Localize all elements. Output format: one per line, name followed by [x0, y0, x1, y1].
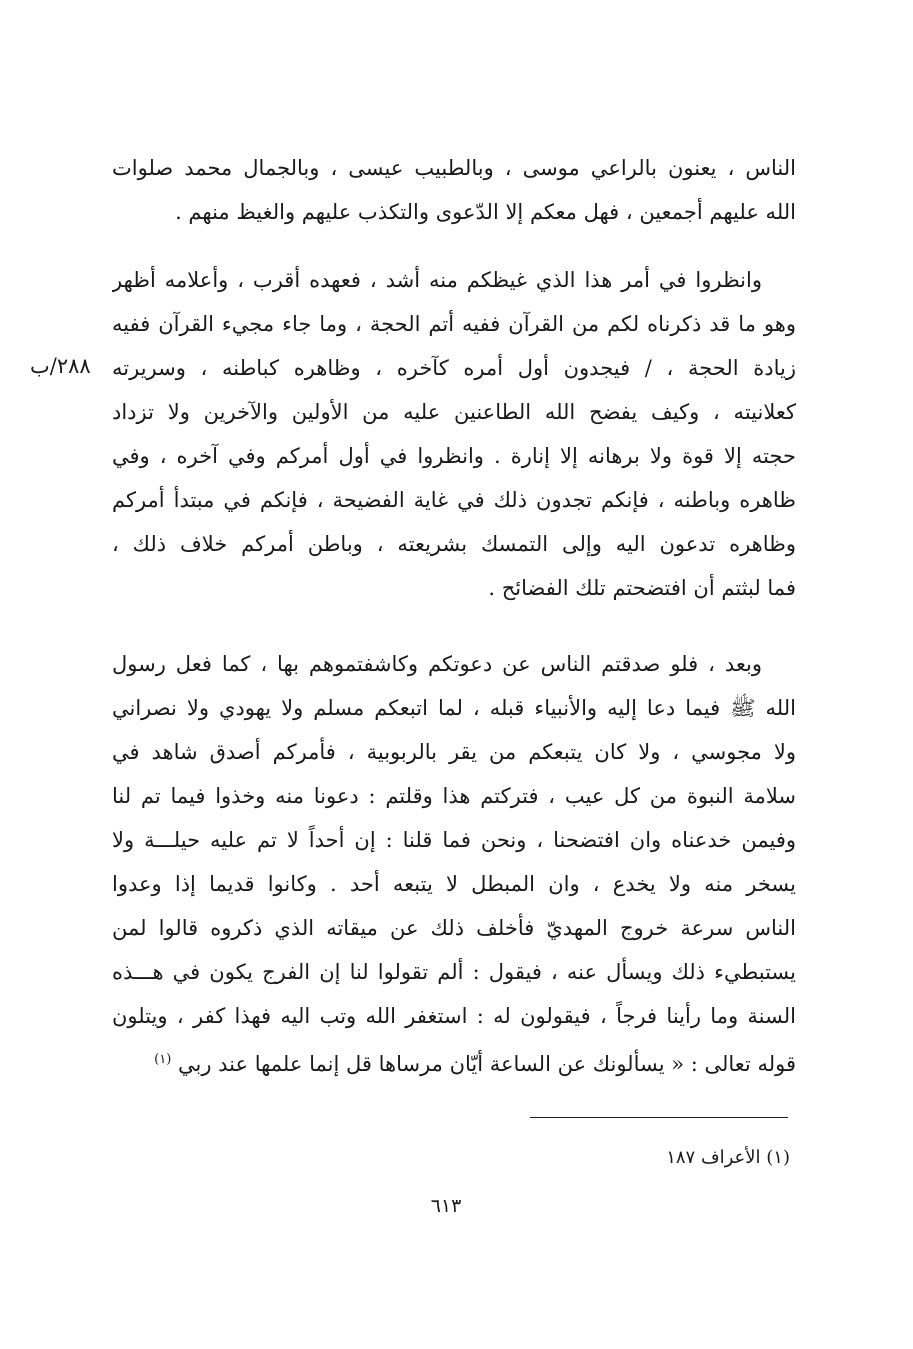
- footnote-reference: (١): [154, 1052, 172, 1067]
- footnote-separator: [530, 1117, 788, 1118]
- paragraph-3: [112, 642, 796, 1082]
- footnote: (١) الأعراف ١٨٧: [666, 1147, 790, 1168]
- paragraph-2: [112, 258, 796, 610]
- text-line: زيادة الحجة ، / فيجدون أول أمره كآخره ، وظاهره كباطنه ، وسريرته: [112, 356, 796, 380]
- text-line: السنة وما رأينا فرجاً ، فيقولون له : استغفر الله وتب اليه فهذا كفر ، ويتلون: [112, 1004, 796, 1028]
- text-line-content: قوله تعالى : « يسألونك عن الساعة أيّان مرساها قل إنما علمها عند ربي: [177, 1052, 796, 1076]
- text-line: الله ﷺ فيما دعا إليه والأنبياء قبله ، لما اتبعكم مسلم ولا يهودي ولا نصراني: [112, 696, 796, 720]
- text-line: الله عليهم أجمعين ، فهل معكم إلا الدّعوى والتكذب عليهم والغيظ منهم .: [175, 200, 796, 224]
- page-number: ٦١٣: [430, 1195, 462, 1217]
- text-line: حجته إلا قوة ولا برهانه إلا إنارة . وانظروا في أول أمركم وفي آخره ، وفي: [112, 444, 796, 468]
- text-line: [112, 1038, 796, 1082]
- text-line: وظاهره تدعون اليه وإلى التمسك بشريعته ، وباطن أمركم خلاف ذلك ،: [112, 532, 796, 556]
- text-line: وانظروا في أمر هذا الذي غيظكم منه أشد ، فعهده أقرب ، وأعلامه أظهر: [112, 268, 762, 292]
- text-line: كعلانيته ، وكيف يفضح الله الطاعنين عليه من الأولين والآخرين ولا تزداد: [112, 400, 796, 424]
- manuscript-folio-note: ٢٨٨/ب: [30, 354, 91, 378]
- text-line: وبعد ، فلو صدقتم الناس عن دعوتكم وكاشفتموهم بها ، كما فعل رسول: [112, 652, 762, 676]
- paragraph-1: [112, 146, 796, 234]
- text-line: فما لبثتم أن افتضحتم تلك الفضائح .: [488, 576, 796, 600]
- text-line: ظاهره وباطنه ، فإنكم تجدون ذلك في غاية الفضيحة ، فإنكم في مبتدأ أمركم: [112, 488, 796, 512]
- text-line: ولا مجوسي ، ولا كان يتبعكم من يقر بالربوبية ، فأمركم أصدق شاهد في: [112, 740, 796, 764]
- text-line: سلامة النبوة من كل عيب ، فتركتم هذا وقلتم : دعونا منه وخذوا فيما تم لنا: [112, 784, 796, 808]
- text-line: يستبطيء ذلك ويسأل عنه ، فيقول : ألم تقولوا لنا إن الفرج يكون في هـــذه: [112, 960, 796, 984]
- text-line: وهو ما قد ذكرناه لكم من القرآن ففيه أتم الحجة ، وما جاء مجيء القرآن ففيه: [112, 312, 796, 336]
- text-line: الناس ، يعنون بالراعي موسى ، وبالطبيب عيسى ، وبالجمال محمد صلوات: [112, 156, 796, 180]
- text-line: يسخر منه ولا يخدع ، وان المبطل لا يتبعه أحد . وكانوا قديما إذا وعدوا: [112, 872, 796, 896]
- text-line: وفيمن خدعناه وان افتضحنا ، ونحن فما قلنا : إن أحداً لا تم عليه حيلـــة ولا: [112, 828, 796, 852]
- text-line: الناس سرعة خروج المهديّ فأخلف ذلك عن ميقاته الذي ذكروه قالوا لمن: [112, 916, 796, 940]
